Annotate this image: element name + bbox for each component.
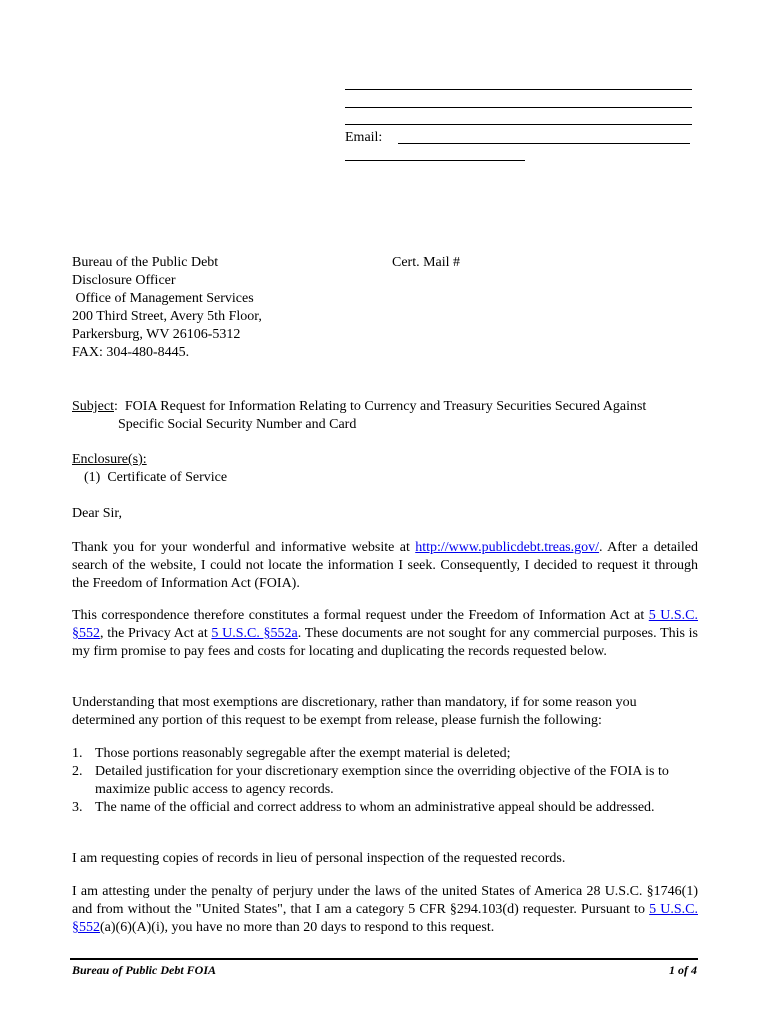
address-line: FAX: 304-480-8445. — [72, 345, 190, 360]
header-blank-line-4[interactable] — [345, 160, 525, 161]
para5-text: I am attesting under the penalty of perjury under the laws of the united States of America 28 U.S.C. §1746(1) and from without the "United States", that I am a category 5 CFR §294.103(d) requester. Pursuant to — [72, 884, 698, 917]
enclosure-item: (1) Certificate of Service — [84, 470, 228, 485]
paragraph-exemptions: Understanding that most exemptions are discretionary, rather than mandatory, if for some reason you determined any portion of this request to be exempt from release, please furnish the following: — [72, 695, 637, 728]
address-line: Office of Management Services — [72, 291, 254, 306]
usc-552-link[interactable]: 5 U.S.C. §552 — [72, 608, 699, 641]
website-link[interactable]: http://www.publicdebt.treas.gov/ — [415, 540, 600, 555]
paragraph-formal-request — [72, 607, 698, 661]
para1-text: Thank you for your wonderful and informative website at — [72, 540, 416, 555]
subject-line-1: Subject: FOIA Request for Information Relating to Currency and Treasury Securities Secured Against — [72, 399, 647, 414]
footer-divider — [70, 958, 698, 960]
para2-text-mid: , the Privacy Act at — [100, 626, 212, 641]
email-label: Email: — [345, 130, 383, 145]
list-text: Detailed justification for your discretionary exemption since the overriding objective of the FOIA is to maximize public access to agency records. — [95, 764, 669, 797]
header-blank-line-2[interactable] — [345, 107, 692, 108]
list-text: Those portions reasonably segregable after the exempt material is deleted; — [95, 746, 511, 761]
list-item — [72, 763, 692, 799]
paragraph-website — [72, 539, 698, 593]
list-number: 1. — [72, 746, 83, 761]
header-blank-line-1[interactable] — [345, 89, 692, 90]
usc-552a-link[interactable]: 5 U.S.C. §552a — [211, 626, 298, 641]
list-number: 3. — [72, 800, 83, 815]
para1-text-after: . After a detailed search of the website, I could not locate the information I seek. Consequently, I decided to request it through the Freedom of Information Act (FOIA). — [72, 540, 699, 591]
para2-text-after: . These documents are not sought for any commercial purposes. This is my firm promise to pay fees and costs for locating and duplicating the records requested below. — [72, 626, 698, 659]
para5-text-after: (a)(6)(A)(i), you have no more than 20 days to respond to this request. — [100, 920, 495, 935]
furnish-list — [72, 745, 692, 817]
list-text: The name of the official and correct address to whom an administrative appeal should be addressed. — [95, 800, 655, 815]
address-line: Disclosure Officer — [72, 273, 176, 288]
subject-text: FOIA Request for Information Relating to Currency and Treasury Securities Secured Against — [124, 399, 647, 414]
address-line: 200 Third Street, Avery 5th Floor, — [72, 309, 262, 324]
subject-label: Subject — [72, 399, 114, 414]
footer-title: Bureau of Public Debt FOIA — [72, 963, 217, 977]
address-line: Bureau of the Public Debt — [72, 255, 219, 270]
list-item — [72, 745, 692, 763]
list-item — [72, 799, 692, 817]
address-line: Parkersburg, WV 26106-5312 — [72, 327, 241, 342]
list-number: 2. — [72, 764, 83, 779]
email-blank-line[interactable] — [398, 143, 690, 144]
paragraph-copies: I am requesting copies of records in lieu of personal inspection of the requested records. — [72, 851, 566, 866]
header-blank-line-3[interactable] — [345, 124, 692, 125]
page-number: 1 of 4 — [669, 963, 697, 977]
enclosures-label: Enclosure(s): — [72, 452, 147, 467]
subject-line-2: Specific Social Security Number and Card — [118, 417, 357, 432]
cert-mail-label: Cert. Mail # — [392, 255, 461, 270]
usc-552-link-2[interactable]: 5 U.S.C. §552 — [72, 902, 698, 935]
para2-text: This correspondence therefore constitutes a formal request under the Freedom of Information Act at — [72, 608, 649, 623]
salutation: Dear Sir, — [72, 506, 122, 521]
paragraph-attestation — [72, 883, 698, 937]
